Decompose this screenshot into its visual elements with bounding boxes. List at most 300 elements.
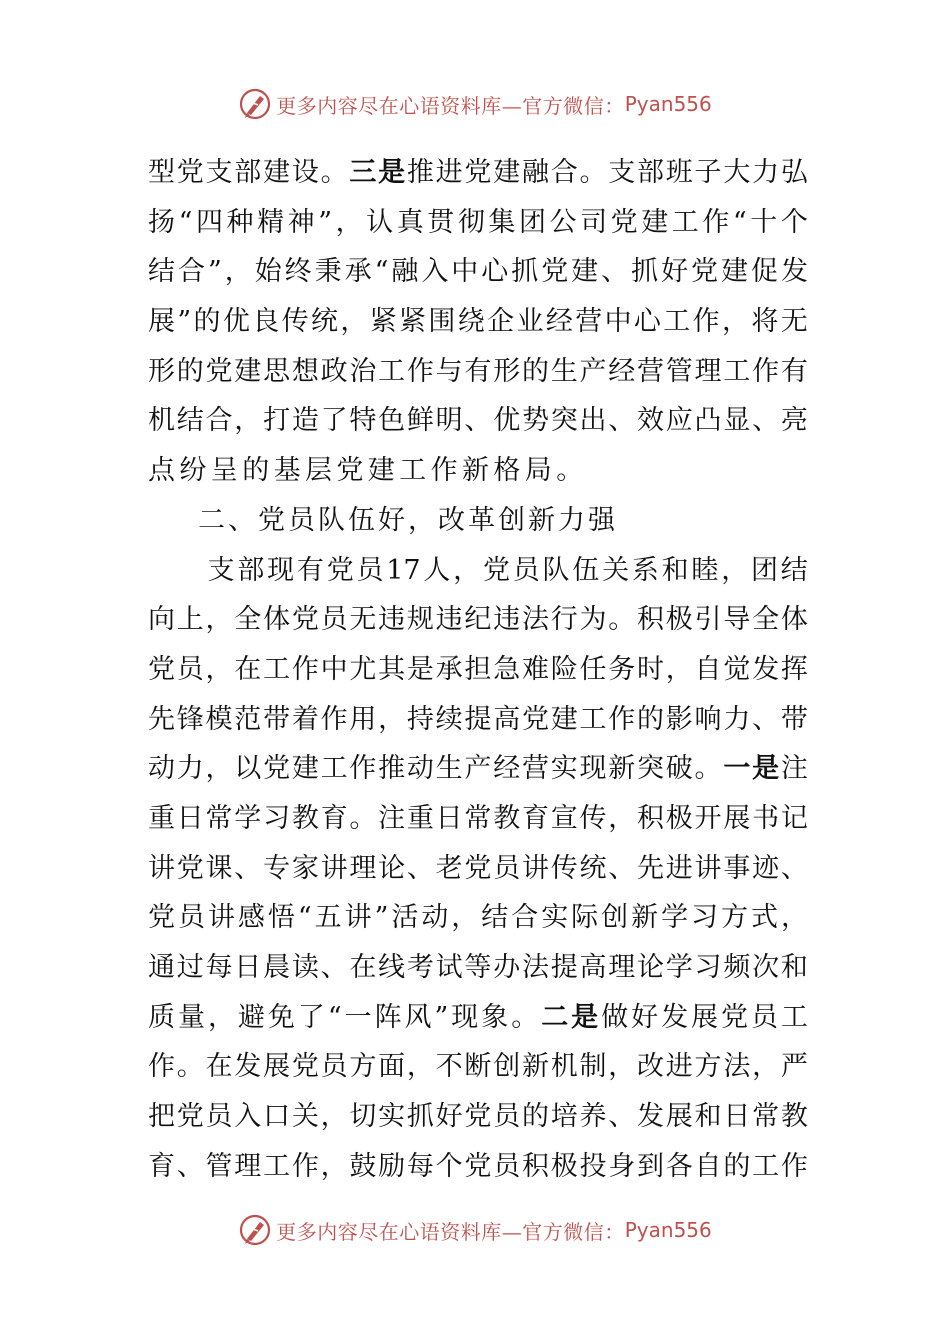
text-char: 宣	[550, 802, 578, 834]
text-char: 亮	[780, 405, 808, 437]
text-char: 集	[488, 206, 516, 238]
text-char: 带	[263, 703, 291, 735]
text-char: 党	[521, 703, 549, 735]
text-char: 制	[579, 1051, 607, 1083]
text-char: 尤	[349, 653, 377, 685]
text-char: 持	[406, 703, 434, 735]
text-char: 作	[291, 1150, 319, 1182]
text-char: 建	[493, 157, 521, 188]
text-char: 作	[752, 355, 780, 387]
text-char: 展	[148, 306, 175, 338]
text-char: 、	[608, 1101, 636, 1133]
text-char: 和	[780, 952, 808, 983]
text-char: 开	[694, 802, 722, 834]
text-char: 为	[579, 604, 607, 636]
text-char: 抓	[406, 1101, 434, 1133]
text-char: 法	[521, 952, 549, 983]
text-char: 各	[665, 1150, 693, 1182]
text-char: 凸	[694, 405, 722, 437]
text-char: 队	[542, 554, 570, 586]
text-char: 产	[464, 753, 492, 785]
text-char: ，	[207, 1001, 235, 1033]
text-char: 、	[320, 952, 348, 983]
text-char: 有	[780, 355, 808, 387]
text-char: 方	[694, 1051, 722, 1083]
text-char: 员	[512, 554, 540, 586]
text-char: 有	[296, 554, 324, 586]
bold-keyword-char: 三	[349, 157, 377, 188]
text-char: 务	[608, 653, 636, 685]
text-char: 结	[148, 256, 175, 288]
text-char: 秉	[314, 256, 342, 288]
text-char: 合	[550, 157, 578, 188]
text-char: 极	[665, 802, 693, 834]
text-char: 积	[637, 604, 665, 636]
text-char: 和	[661, 554, 689, 586]
text-char: ，	[665, 653, 693, 685]
text-char: 了	[297, 1001, 325, 1033]
text-char: 突	[550, 405, 578, 437]
text-char: “	[178, 206, 193, 238]
text-char: 入	[421, 256, 449, 288]
text-char: 任	[579, 653, 607, 685]
text-char: 质	[148, 1001, 175, 1033]
text-char: 作	[406, 355, 434, 387]
text-char: 老	[435, 852, 463, 884]
text-char: 范	[234, 703, 262, 735]
text-char: 企	[487, 306, 515, 338]
text-line	[148, 247, 808, 297]
text-char: 到	[637, 1150, 665, 1182]
text-char: 现	[451, 1001, 479, 1033]
text-char: ，	[608, 1051, 636, 1083]
text-char: 营	[637, 355, 665, 387]
text-char: 在	[234, 653, 262, 685]
text-char: 先	[148, 703, 175, 735]
text-char: 作	[608, 703, 636, 735]
text-char: 传	[550, 852, 578, 884]
text-char: ，	[205, 653, 233, 685]
text-char: 式	[750, 902, 778, 934]
text-char: 经	[545, 306, 573, 338]
text-char: ，	[224, 256, 252, 288]
text-char: ”	[177, 306, 192, 338]
text-char: 抓	[511, 256, 539, 288]
text-char: ，	[406, 1051, 434, 1083]
text-line	[148, 347, 808, 397]
pen-logo-icon	[238, 87, 272, 121]
text-char: 记	[780, 802, 808, 834]
text-char: 突	[637, 753, 665, 785]
text-line	[148, 1142, 808, 1192]
text-char: 考	[406, 952, 434, 983]
text-char: 学	[234, 802, 262, 834]
text-char: 党	[176, 1101, 204, 1133]
text-char: 纪	[464, 604, 492, 636]
text-char: 结	[176, 405, 204, 437]
text-char: 17	[386, 554, 421, 586]
text-char: 建	[571, 256, 599, 288]
text-char: 彻	[457, 206, 485, 238]
text-char: 党	[291, 1051, 319, 1083]
text-char: 方	[349, 1051, 377, 1083]
text-char: 习	[694, 952, 722, 983]
text-char: 常	[205, 802, 233, 834]
text-char: 中	[604, 306, 632, 338]
text-char: 建	[550, 703, 578, 735]
text-char: 续	[435, 703, 463, 735]
text-char: 结	[481, 902, 509, 934]
text-char: 全	[234, 604, 262, 636]
text-line	[148, 794, 808, 844]
text-line	[148, 1092, 808, 1142]
text-char: 作	[320, 703, 348, 735]
text-char: 自	[694, 653, 722, 685]
text-char: 现	[267, 554, 295, 586]
text-char: 创	[601, 902, 629, 934]
text-char: 。	[579, 157, 607, 188]
text-char: 个	[435, 1150, 463, 1182]
text-char: 、	[176, 1150, 204, 1182]
text-char: 严	[780, 1051, 808, 1083]
text-char: 五	[314, 902, 342, 934]
text-char: 效	[637, 405, 665, 437]
text-char: 将	[751, 306, 779, 338]
text-char: 党	[610, 206, 638, 238]
text-char: 阵	[374, 1001, 402, 1033]
text-line	[148, 744, 808, 794]
text-char: 四	[195, 206, 223, 238]
text-char: 营	[521, 753, 549, 785]
text-char: 机	[550, 1051, 578, 1083]
text-char: 不	[435, 1051, 463, 1083]
text-char: 精	[257, 206, 285, 238]
text-char	[148, 546, 175, 596]
text-char: 的	[637, 703, 665, 735]
text-char: 展	[691, 1001, 719, 1033]
text-char: 生	[435, 753, 463, 785]
text-char: 等	[464, 952, 492, 983]
text-char: 党	[205, 355, 233, 387]
text-char: 高	[579, 952, 607, 983]
text-char: 紧	[369, 306, 397, 338]
bold-keyword-char: 是	[378, 157, 406, 188]
text-char: 出	[579, 405, 607, 437]
text-char: 日	[176, 802, 204, 834]
text-char: 传	[579, 802, 607, 834]
text-char: 锋	[176, 703, 204, 735]
text-char: 实	[541, 902, 569, 934]
text-char: 着	[291, 703, 319, 735]
text-char: 时	[637, 653, 665, 685]
text-segment: 点纷呈的基层党建工作新格局。	[148, 455, 588, 487]
text-char: 线	[378, 952, 406, 983]
pen-logo-icon	[238, 1213, 272, 1247]
text-char: 觉	[723, 653, 751, 685]
text-char: 合	[205, 405, 233, 437]
text-char: 自	[694, 1150, 722, 1182]
text-char: 培	[550, 1101, 578, 1133]
text-char: 、	[608, 852, 636, 884]
text-char: 创	[493, 1051, 521, 1083]
text-char: 法	[521, 604, 549, 636]
text-char: 支	[207, 554, 235, 586]
text-char: 量	[177, 1001, 205, 1033]
text-char: 认	[366, 206, 394, 238]
text-char: 常	[752, 1101, 780, 1133]
text-char: 重	[148, 802, 175, 834]
text-char: 产	[579, 355, 607, 387]
bold-keyword-char: 二	[541, 1001, 569, 1033]
text-char: 特	[349, 405, 377, 437]
text-char: 党	[464, 157, 492, 188]
text-char: 提	[550, 952, 578, 983]
text-char: 风	[404, 1001, 432, 1033]
text-char: 经	[493, 753, 521, 785]
text-char: 了	[320, 405, 348, 437]
text-char: 事	[723, 852, 751, 884]
text-char: 悟	[267, 902, 295, 934]
text-char: 势	[521, 405, 549, 437]
text-char: 学	[665, 952, 693, 983]
text-char: 习	[691, 902, 719, 934]
text-char: 动	[148, 753, 175, 785]
text-char: 讲	[320, 852, 348, 884]
text-char: ，	[752, 1051, 780, 1083]
text-char: 机	[148, 405, 175, 437]
text-char: 感	[237, 902, 265, 934]
text-char: 中	[451, 256, 479, 288]
text-char: 发	[234, 1051, 262, 1083]
text-char: 改	[637, 1051, 665, 1083]
text-char: 党	[176, 157, 204, 188]
text-char: 优	[222, 306, 250, 338]
text-char: 的	[176, 355, 204, 387]
text-char: 思	[263, 355, 291, 387]
text-char: 育	[148, 1150, 175, 1182]
text-char: 大	[723, 157, 751, 188]
text-char: 理	[349, 852, 377, 884]
text-char: 扬	[148, 206, 175, 238]
text-char: 象	[481, 1001, 509, 1033]
text-char: 员	[750, 1001, 778, 1033]
text-char: 党	[691, 256, 719, 288]
text-char	[178, 546, 205, 596]
text-char: 紧	[399, 306, 427, 338]
text-char: 育	[521, 802, 549, 834]
text-char: ，	[340, 306, 368, 338]
wechat-id: Pyan556	[624, 92, 712, 116]
text-char: 合	[177, 256, 205, 288]
text-char: ，	[320, 1101, 348, 1133]
text-char: 关	[291, 1101, 319, 1133]
text-char: 党	[464, 1101, 492, 1133]
text-line	[148, 396, 808, 446]
text-char: “	[327, 1001, 342, 1033]
text-char: 家	[291, 852, 319, 884]
text-char: 际	[571, 902, 599, 934]
document-body	[148, 148, 808, 1191]
text-char: 员	[493, 1150, 521, 1182]
text-char: 管	[665, 355, 693, 387]
text-char: 破	[665, 753, 693, 785]
text-char: 论	[378, 852, 406, 884]
text-char: 经	[608, 355, 636, 387]
text-char: ”	[318, 206, 332, 238]
text-char: 育	[320, 802, 348, 834]
text-line	[148, 446, 808, 496]
text-char: 党	[464, 852, 492, 884]
text-char: 推	[406, 157, 434, 188]
text-char: 极	[665, 604, 693, 636]
text-char: 实	[378, 1101, 406, 1133]
text-char: 专	[263, 852, 291, 884]
text-char: 体	[263, 604, 291, 636]
text-char: 面	[378, 1051, 406, 1083]
text-char: 党	[176, 852, 204, 884]
text-char: 做	[601, 1001, 629, 1033]
text-char: “	[374, 256, 389, 288]
text-char: 形	[493, 355, 521, 387]
text-char: 睦	[691, 554, 719, 586]
text-char: 绕	[457, 306, 485, 338]
text-char: 办	[493, 952, 521, 983]
text-char: 全	[752, 604, 780, 636]
text-char: 向	[148, 604, 175, 636]
text-char: 现	[579, 753, 607, 785]
text-char: 讲	[148, 852, 175, 884]
text-char: 员	[205, 1101, 233, 1133]
text-char: 把	[148, 1101, 175, 1133]
text-line	[148, 695, 808, 745]
text-char: 党	[291, 604, 319, 636]
text-char: 好	[631, 1001, 659, 1033]
text-char: 色	[378, 405, 406, 437]
text-char: 员	[176, 653, 204, 685]
text-char: ，	[234, 405, 262, 437]
text-char: 违	[493, 604, 521, 636]
text-char: 行	[550, 604, 578, 636]
text-char: 。	[176, 1051, 204, 1083]
text-line	[148, 148, 808, 198]
text-char: 工	[579, 703, 607, 735]
text-char: ，	[378, 703, 406, 735]
text-char: 合	[511, 902, 539, 934]
text-char: 党	[326, 554, 354, 586]
text-char: 力	[752, 157, 780, 188]
text-char: 险	[550, 653, 578, 685]
text-char: 鲜	[406, 405, 434, 437]
text-char: 、	[464, 405, 492, 437]
text-char: ，	[320, 1150, 348, 1182]
text-char: 良	[252, 306, 280, 338]
text-char: 作	[148, 1051, 175, 1083]
text-char: 、	[752, 703, 780, 735]
text-char: 生	[550, 355, 578, 387]
text-char: 讲	[344, 902, 372, 934]
text-char: 应	[665, 405, 693, 437]
text-char: 弘	[780, 157, 808, 188]
text-char: 讲	[207, 902, 235, 934]
text-char: 贯	[427, 206, 455, 238]
text-char: 结	[780, 554, 808, 586]
text-char: 员	[177, 902, 205, 934]
text-char: ”	[207, 256, 222, 288]
text-char: 政	[320, 355, 348, 387]
text-char: 过	[176, 952, 204, 983]
text-line	[148, 844, 808, 894]
text-char: 法	[723, 1051, 751, 1083]
text-char: 发	[752, 653, 780, 685]
text-char: 课	[205, 852, 233, 884]
text-char: 员	[493, 1101, 521, 1133]
text-char: 子	[694, 157, 722, 188]
text-char: 作	[702, 206, 730, 238]
text-char: 关	[602, 554, 630, 586]
text-char: 在	[205, 1051, 233, 1083]
text-char: 。	[320, 157, 348, 188]
text-char: 有	[464, 355, 492, 387]
text-char: 在	[349, 952, 377, 983]
footer-watermark-banner	[0, 1210, 950, 1250]
text-char: 始	[254, 256, 282, 288]
text-char: 的	[521, 1101, 549, 1133]
text-char: 动	[421, 902, 449, 934]
text-char: 积	[637, 802, 665, 834]
text-char: 以	[234, 753, 262, 785]
text-char: 团	[750, 554, 778, 586]
text-line	[148, 1042, 808, 1092]
text-char: 党	[148, 902, 175, 934]
text-char: 治	[349, 355, 377, 387]
text-char: 违	[378, 604, 406, 636]
text-char: 模	[205, 703, 233, 735]
text-char: 、	[406, 852, 434, 884]
text-char: 次	[752, 952, 780, 983]
text-char: 心	[633, 306, 661, 338]
text-char: 工	[723, 355, 751, 387]
text-char: 挥	[780, 653, 808, 685]
text-char: 工	[263, 653, 291, 685]
text-char: ，	[205, 753, 233, 785]
text-char: 团	[518, 206, 546, 238]
text-char: 建	[291, 753, 319, 785]
text-char: 、	[601, 256, 629, 288]
text-char: 统	[310, 306, 338, 338]
text-char: 教	[493, 802, 521, 834]
text-char: 促	[750, 256, 778, 288]
text-char: ”	[434, 1001, 449, 1033]
section-heading	[148, 496, 808, 546]
text-char: 、	[608, 405, 636, 437]
text-char: 切	[349, 1101, 377, 1133]
text-char: 显	[723, 405, 751, 437]
text-char: 通	[148, 952, 175, 983]
text-char: 承	[344, 256, 372, 288]
text-char: 公	[549, 206, 577, 238]
text-char: 型	[148, 157, 175, 188]
text-char: 新	[521, 1051, 549, 1083]
text-char: 人	[423, 554, 451, 586]
text-char: 口	[263, 1101, 291, 1133]
text-char: 规	[406, 604, 434, 636]
text-char: 管	[205, 1150, 233, 1182]
text-char: 晨	[263, 952, 291, 983]
text-char: ，	[608, 802, 636, 834]
text-char: 进	[435, 157, 463, 188]
text-char: 日	[234, 952, 262, 983]
text-char: 的	[723, 1150, 751, 1182]
